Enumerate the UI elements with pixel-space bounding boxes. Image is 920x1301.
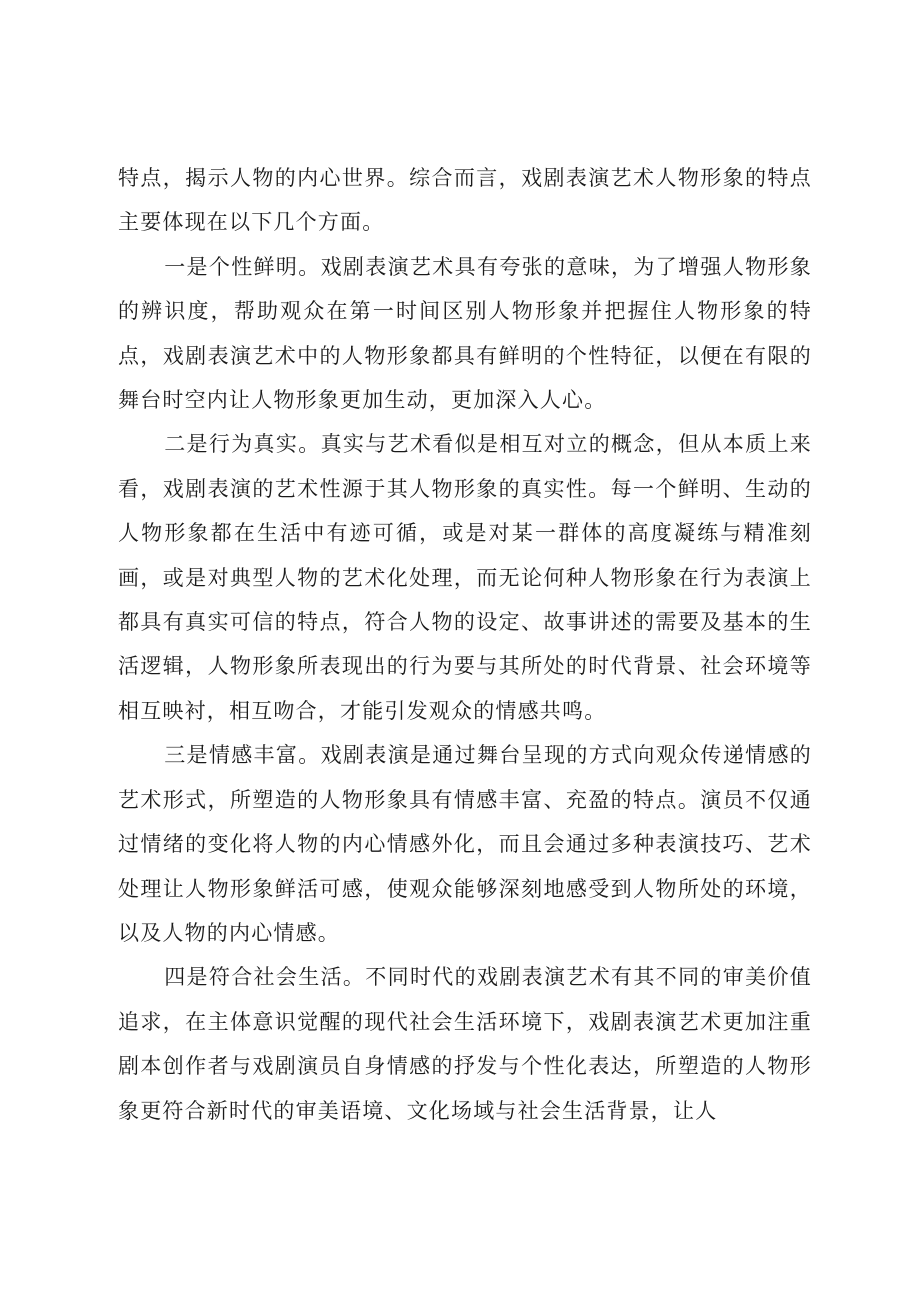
paragraph-social-life: 四是符合社会生活。不同时代的戏剧表演艺术有其不同的审美价值追求，在主体意识觉醒的现代社会生活环境下，戏剧表演艺术更加注重剧本创作者与戏剧演员自身情感的抒发与个性化表达，所塑造的人物形象更符合新时代的审美语境、文化场域与社会生活背景，让人 — [118, 965, 812, 1123]
paragraph-authentic-behavior: 二是行为真实。真实与艺术看似是相互对立的概念，但从本质上来看，戏剧表演的艺术性源于其人物形象的真实性。每一个鲜明、生动的人物形象都在生活中有迹可循，或是对某一群体的高度凝练与精准刻画，或是对典型人物的艺术化处理，而无论何种人物形象在行为表演上都具有真实可信的特点，符合人物的设定、故事讲述的需要及基本的生活逻辑，人物形象所表现出的行为要与其所处的时代背景、社会环境等相互映衬，相互吻合，才能引发观众的情感共鸣。 — [118, 432, 812, 723]
paragraph-rich-emotion: 三是情感丰富。戏剧表演是通过舞台呈现的方式向观众传递情感的艺术形式，所塑造的人物形象具有情感丰富、充盈的特点。演员不仅通过情绪的变化将人物的内心情感外化，而且会通过多种表演技巧、艺术处理让人物形象鲜活可感，使观众能够深刻地感受到人物所处的环境，以及人物的内心情感。 — [118, 743, 812, 945]
paragraph-distinct-personality: 一是个性鲜明。戏剧表演艺术具有夸张的意味，为了增强人物形象的辨识度，帮助观众在第一时间区别人物形象并把握住人物形象的特点，戏剧表演艺术中的人物形象都具有鲜明的个性特征，以便在有限的舞台时空内让人物形象更加生动，更加深入人心。 — [118, 254, 812, 413]
body-text — [118, 156, 812, 1133]
paragraph-continuation: 特点，揭示人物的内心世界。综合而言，戏剧表演艺术人物形象的特点主要体现在以下几个方面。 — [118, 166, 812, 235]
